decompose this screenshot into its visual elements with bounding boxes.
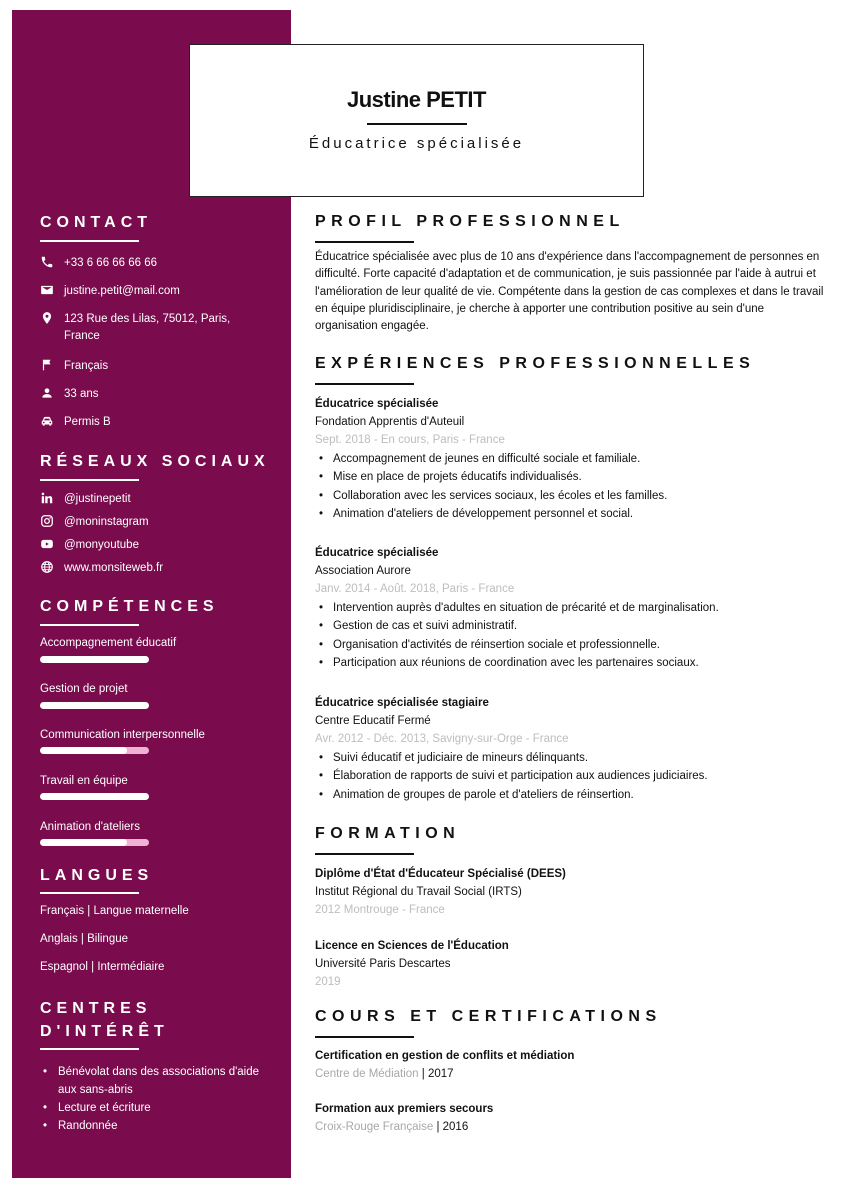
job-role: Éducatrice spécialisée xyxy=(315,398,439,410)
interests-heading-line1: CENTRES xyxy=(40,1000,152,1017)
job-bullet: • Accompagnement de jeunes en difficulté sociale et familiale. xyxy=(315,450,827,468)
flag-icon xyxy=(40,358,54,372)
skill-bar xyxy=(40,747,149,754)
interests-heading-line2: D'INTÉRÊT xyxy=(40,1023,169,1040)
youtube-handle: @monyoutube xyxy=(64,539,139,551)
education-rule xyxy=(315,853,414,855)
person-icon xyxy=(40,386,54,400)
job-bullet: • Participation aux réunions de coordination avec les partenaires sociaux. xyxy=(315,654,827,672)
email-icon xyxy=(40,283,54,297)
social-rule xyxy=(40,479,139,481)
job-bullet: • Collaboration avec les services sociaux, les écoles et les familles. xyxy=(315,487,827,505)
job-bullet: • Gestion de cas et suivi administratif. xyxy=(315,617,827,635)
profile-rule xyxy=(315,241,414,243)
languages-rule xyxy=(40,892,139,894)
certification-year: 2017 xyxy=(427,1068,454,1080)
certification-year: 2016 xyxy=(442,1121,469,1133)
job-bullet: • Organisation d'activités de réinsertion sociale et professionnelle. xyxy=(315,636,827,654)
education-degree: Licence en Sciences de l'Éducation xyxy=(315,940,509,952)
skill-bar xyxy=(40,656,149,663)
skill-bar-fill xyxy=(40,656,149,663)
education-meta: 2019 xyxy=(315,976,341,988)
youtube-icon xyxy=(40,537,54,551)
skills-rule xyxy=(40,624,139,626)
certification-org: Croix-Rouge Française xyxy=(315,1121,434,1133)
interests-list xyxy=(40,1063,270,1135)
contact-rule xyxy=(40,240,139,242)
job-bullet: • Intervention auprès d'adultes en situation de précarité et de marginalisation. xyxy=(315,599,827,617)
education-heading: FORMATION xyxy=(315,825,461,842)
email-text: justine.petit@mail.com xyxy=(64,285,180,297)
language-item: Espagnol | Intermédiaire xyxy=(40,961,165,973)
skill-label: Animation d'ateliers xyxy=(40,821,140,833)
address-text: 123 Rue des Lilas, 75012, Paris, France xyxy=(64,313,231,342)
experience-heading: EXPÉRIENCES PROFESSIONNELLES xyxy=(315,355,756,372)
job-bullet: • Suivi éducatif et judiciaire de mineurs délinquants. xyxy=(315,749,827,767)
skill-bar xyxy=(40,839,149,846)
skill-bar-fill xyxy=(40,793,149,800)
profile-heading: PROFIL PROFESSIONNEL xyxy=(315,213,625,230)
education-school: Institut Régional du Travail Social (IRTS) xyxy=(315,886,522,898)
job-bullets xyxy=(315,599,827,672)
education-entry xyxy=(315,937,827,992)
phone-icon xyxy=(40,255,54,269)
certification-separator: | xyxy=(433,1121,443,1133)
experience-rule xyxy=(315,383,414,385)
license-text: Permis B xyxy=(64,416,111,428)
skill-label: Gestion de projet xyxy=(40,683,128,695)
language-item: Anglais | Bilingue xyxy=(40,933,129,945)
languages-heading: LANGUES xyxy=(40,867,154,884)
job-bullet: • Élaboration de rapports de suivi et participation aux audiences judiciaires. xyxy=(315,767,827,785)
certification-name: Formation aux premiers secours xyxy=(315,1103,494,1115)
skill-bar xyxy=(40,702,149,709)
linkedin-icon xyxy=(40,491,54,505)
job-entry xyxy=(315,694,827,804)
skills-heading: COMPÉTENCES xyxy=(40,598,219,615)
interests-rule xyxy=(40,1048,139,1050)
education-degree: Diplôme d'État d'Éducateur Spécialisé (DEES) xyxy=(315,868,566,880)
age-text: 33 ans xyxy=(64,388,99,400)
job-role: Éducatrice spécialisée xyxy=(315,547,439,559)
phone-text: +33 6 66 66 66 66 xyxy=(64,257,158,269)
location-pin-icon xyxy=(40,311,54,325)
job-org: Association Aurore xyxy=(315,565,411,577)
job-bullet: • Animation d'ateliers de développement personnel et social. xyxy=(315,505,827,523)
skill-label: Accompagnement éducatif xyxy=(40,637,177,649)
interest-item: • Lecture et écriture xyxy=(40,1099,270,1117)
job-org: Centre Educatif Fermé xyxy=(315,715,431,727)
certification-separator: | xyxy=(418,1068,428,1080)
job-title: Éducatrice spécialisée xyxy=(308,135,525,152)
certification-org: Centre de Médiation xyxy=(315,1068,419,1080)
skill-bar-fill xyxy=(40,702,149,709)
instagram-icon xyxy=(40,514,54,528)
car-icon xyxy=(40,414,54,428)
profile-text: Éducatrice spécialisée avec plus de 10 ans d'expérience dans l'accompagnement de personnes en difficulté. Forte capacité d'adaptation et de communication, je suis passionnée par l'aide à autrui et l'amélioration de leur qualité de vie. Compétente dans la gestion de cas complexes et dans le travail en équipe pluridisciplinaire, je cherche à apporter une contribution positive au sein d'une organisation engagée. xyxy=(315,251,824,333)
website-text: www.monsiteweb.fr xyxy=(64,562,164,574)
job-entry xyxy=(315,395,827,523)
job-meta: Sept. 2018 - En cours, Paris - France xyxy=(315,434,505,446)
linkedin-handle: @justinepetit xyxy=(64,493,131,505)
certification-name: Certification en gestion de conflits et médiation xyxy=(315,1050,575,1062)
contact-heading: CONTACT xyxy=(40,214,153,231)
social-heading: RÉSEAUX SOCIAUX xyxy=(40,453,270,470)
interest-item: • Randonnée xyxy=(40,1117,270,1135)
job-bullet: • Mise en place de projets éducatifs individualisés. xyxy=(315,468,827,486)
certifications-heading: COURS ET CERTIFICATIONS xyxy=(315,1008,662,1025)
language-item: Français | Langue maternelle xyxy=(40,905,189,917)
job-bullet: • Animation de groupes de parole et d'ateliers de réinsertion. xyxy=(315,786,827,804)
skill-bar-fill xyxy=(40,839,127,846)
nationality-text: Français xyxy=(64,360,109,372)
skill-bar-fill xyxy=(40,747,127,754)
candidate-name: Justine PETIT xyxy=(347,87,486,112)
job-meta: Janv. 2014 - Août. 2018, Paris - France xyxy=(315,583,515,595)
job-bullets xyxy=(315,450,827,523)
job-entry xyxy=(315,544,827,672)
skill-label: Travail en équipe xyxy=(40,775,128,787)
skill-label: Communication interpersonnelle xyxy=(40,729,205,741)
job-role: Éducatrice spécialisée stagiaire xyxy=(315,697,489,709)
interest-item: • Bénévolat dans des associations d'aide aux sans-abris xyxy=(40,1063,270,1099)
certification-entry xyxy=(315,1100,827,1137)
skill-bar xyxy=(40,793,149,800)
certification-entry xyxy=(315,1047,827,1084)
job-bullets xyxy=(315,749,827,804)
education-meta: 2012 Montrouge - France xyxy=(315,904,445,916)
name-divider xyxy=(367,123,467,125)
certifications-rule xyxy=(315,1036,414,1038)
job-meta: Avr. 2012 - Déc. 2013, Savigny-sur-Orge - France xyxy=(315,733,569,745)
certification-line xyxy=(315,1065,827,1084)
instagram-handle: @moninstagram xyxy=(64,516,149,528)
certification-line xyxy=(315,1118,827,1137)
job-org: Fondation Apprentis d'Auteuil xyxy=(315,416,465,428)
education-entry xyxy=(315,865,827,920)
name-box xyxy=(189,44,644,197)
education-school: Université Paris Descartes xyxy=(315,958,451,970)
globe-icon xyxy=(40,560,54,574)
